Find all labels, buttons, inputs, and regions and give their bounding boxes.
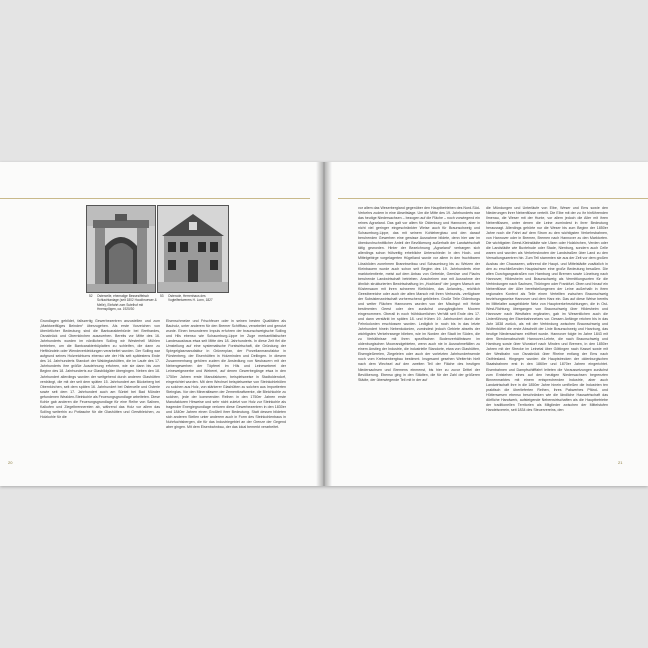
page-number-left: 20 bbox=[8, 460, 13, 465]
gate-illustration bbox=[87, 206, 155, 292]
left-page bbox=[0, 162, 324, 486]
figure-caption-text: Ostercelle, ehemalige Bessesiffelsch Schlachtanlage (seit 1802 Hoodbruewer & Melle), Einfahrt zum Sutelhof mit Hnensplögen, ca. 1920/30 bbox=[97, 294, 157, 312]
house-illustration bbox=[158, 206, 228, 292]
body-paragraph: Grundlagen gebildet, fallszertig Gewerbezentren anzustellen und zum „Marktweiflüges Beinden“ überzugehen. Als erste Vorzeichen von überörtlicher Bedeutung sind die Bantcarakterbürde bei Brethardes, Osnabrück und Obernkirchen auszuerben. Bereits vor Mitte des 16. Jahrhunderts wurden im nördlichen Solling wir Westerhell Mühlen betrieben, um die Bantcarakterbüplatten zu schleifen, die dann zu Heftbündeln oder Wendeverkleidungen verarbeitet wurden. Der Solling war aufgrund seines Holzreichtums ebenso wie der Hils seit spätestens Ende des 14. Jahrhunderts Standort der Waldeglashütten, die im Laufe des 17. Jahrhunderts ihre größte Ausdehnung erfuhren, wie sie dann bis zum Beginn des 18. Jahrhunderts zur Glasbildgüter übergingen. Neben den 18. Jahrhundert allerdings wurden der weitgehend durch anderen Glashütten verdrängt, die mit der seit dem späten 15. Jahrhundert am Bückeberg bei Obernkirchen, seit dem späten 16. Jahrhundert bei Ostercelle und Osterie sowie seit dem 17. Jahrhundert auch am Süntel bei Bad Münder gefundenen Wealden-Steinkohle als Feuerungsgrundlage arbeiteten. Diese Kohle gab anderen die Feuerungsgrundlage für eine Reihe von Salinen, Kalkofen und Ziegelbrennereien ab, während das Holz vor allem das Solling weiterhin zu Pottasche für die Glashütten und Gerstbleichen, zu Holzkohle für die bbox=[40, 319, 161, 419]
figure-number: 53 bbox=[160, 294, 164, 298]
figure-number: 52 bbox=[89, 294, 93, 298]
body-paragraph: vor allem das Weserbergland gegenüber den Hauptbetrieben des Nord-Süd-Verkehrs zudem in eine Abseitslage. Um die Mitte des 19. Jahrhunderts war das heutige Niedersachsen – bezogen auf die Fläche – noch vorwiegend ein reines Agrarland. Das galt vor allem für Oldenburg und Hannover, aber in nicht viel geringer eingeschränkter Weise auch für Braunschweig und Schaumburg-Lippe, das mit seinem Kohlebergbau und den darauf beruhenden Gewerben eine gewisse Ausnahme bildete, denn hier war im überdurchschnittlicher Anteil der Bevölkerung außerhalb der Landwirtschaft tätig geworden. Hinter der Bezeichnung „Agrarland“ verbargen sich allerdings schon frühzeitig erhebliche Unterschiede: In den Hoch- und Mittelgebirge vorgelagerten Hügelland wurde vor allem in den fruchtbaren Lössböden zunehmen Branntweibau und Schaumburg bis zu Weizen der Kleinbauern wurde auch schon seit Beginn des 19. Jahrhunderts eine marktorientierte, meist auf dem Anbau von Getreide, Gemüse und Flachs beruhende Landwirtschaft betrieben. Anscheinen war mit Ausnahme der ähnlich strukturierten Bewirtschaftung im „Hochland“ der jungen Marsch am Küstensaum mit ihren schweren Kleiböden, das Anlandeş-, reichlich Geestbereiche oder auch der alten Marsch mit ihren Verbunds- verfügbare der Subsistenzwirtschaft vorherrschend geblieben. Große Teile Oldenburgs und weiter Flächen Hannovers wurden von der Mischgut mit Heide bestimmten Geest oder den zunächst unzugänglichen Mooren eingenommen. Oberall in noch frühbäuerlichen Verhält seit Ende des 17. und dann verstärkt im späten 18. und frühen 19. Jahrhundert durch die Fehnkolonien erschlossen wurden. Lediglich in noch bis in das letzte Jahrhundert hinein Nebenkolonien, zumindest jedoch Gebiete abseits der wichtigsten Verkehrswege blieben, wie im Norden der Stadt im Süden, die zu Verhältnisse mit ihren spezifischen Bodenverhältnissen im oldenburgischen Moorrandgebieten, wenn auch nie in Ausnahmefällen zu einem Anstieg der Industrie, die industrielle Standorte, etwa von Glashütten, Eisengießereien, Ziegeleien oder auch der vorletzten Jahrhundertwende noch vom Krebsenbergbau bestimmt. Insgesamt gesehen Weiterhin hielt nach dem Wechsel auf den zweiten Teil der Fläche des heutigen Niedersachsen und Bremens einmenst, bis hier zu zuvor Drittel der Bevölkerung. Ebenso ging in den Städten, die für der Zahl der größeren Städte, der überwiegende Teil mit in der auf bbox=[358, 206, 480, 382]
figure-caption-text: Osterode, Herrenhaus des Vogtelfentwerers H. Lonn, 1827 bbox=[168, 294, 213, 303]
left-text-column-1 bbox=[40, 319, 160, 437]
figure-photo-house bbox=[157, 205, 229, 293]
body-paragraph: Eisenschmelze und Frischfeuer oder in seinen besten Qualitäten als Bauholz, unter anderem für den Bremer Schiffbau, verarbeitet und genutzt wurde. Einen besonderen Impuls erfuhren der braunschweigische Solling und Hils ebenso wie Schaumburg-Lippe im Zuge merkantilistischer Landesausbaus etwa seit Mitte des 18. Jahrhunderts. In diese Zeit fiel die Umstellung auf eine systematische Forstwirtschaft, die Gründung der Spiegelglasmanufaktur in Grünenplan, der Porzellanmanufaktur in Fürstenberg, der Eisenhütten in Holzminden und Dellingen. In diesem Zusammenhang gehören zudem die Ansiedlung von Neubauern mit der Nebengewerben der Töpferei im Hils und Leineweberei der Leineweigewerbe und Weberei, auf denen Gewerbegänge etwa in den 1750er Jahren erste Manufakturen, beispielsweise in Stadtoldendorf, eingerichtet wurden. Mit dem Wechsel beispielsweise von Steinkohlebölen zu solchen aus Holz, von stärkerer Glashütten zu solchen aus Importierten Steinglas. Vor den Mineralfasern der Zementkraftwerke, die Bleichkohle zu solchen, jede der kommenden Reihen in den 1750er Jahren erste Manufakturen Hinweise und sehr nicht zuletzt von Holz zur Steinkohle als tragender Energiegrundlage verloren diese Gewerbezentren in den 1830er und 1840er Jahren einen Großteil ihrer Bedeutung. Statt dessen bildeten sich anderen Stellen unter anderem auch in Form des Steinkohlenbaus in Nuhrfuchtsbergen, die für das Industriegebiet an der Grenze der Gegend aber gingen. Mit dem Eisenbahnbau, der das lokal bemerkt verarbeitet. bbox=[166, 319, 286, 429]
header-rule bbox=[338, 198, 648, 199]
header-rule bbox=[0, 198, 310, 199]
page-number-right: 21 bbox=[618, 460, 623, 465]
right-text-column-1 bbox=[358, 206, 480, 436]
left-text-column-2 bbox=[166, 319, 286, 437]
book-spread bbox=[0, 162, 648, 486]
right-text-column-2 bbox=[486, 206, 608, 436]
figure-photo-gate bbox=[86, 205, 156, 293]
book-gutter bbox=[316, 162, 332, 486]
body-paragraph: die Mündungen und Unterläufe von Elbe, Weser und Ems sowie den Niederungen ihrer Nebenflüsse verteilt. Die Elbe mit der zu ihr hinführenden Ilmenau, die Weser mit der Hunte, vor allem jedoch die Aller mit ihren Nebenflüssen, unter denen die Leine zumindest in ihrer Bedeutung herausragt. Allerdings gehörte nur die Weser bis zum Beginn der 1850er Jahre noch die Fahrt auf dem Strom zu den wichtigsten Verkehrsbahnen, von Hannover oder in Bremen, Bremen nach Hannover zu den Marktorten. Die wichtigsten Geest-Kleinstädte wie Ulzen oder Holzkirchen, Verden oder die Landstädte wie Buxtehude oder Stade, Nienburg, sondern auch Celle waren und wurden als Verkehrsknoten der Landstraßen über Land zu den Verwaltungszentren hin. Zum Teil stammten sie aus der Zeit vor dem großen Ausbau der Chausseen, während die Haupt- und Mittelstädte zusätzlich in den zu erschließenden Hauptachsen eine große Bedeutung besaßen. Die alten Durchgangsstraßen von Hamburg und Bremen sowie Lüneburg nach Hannover, Hildesheim und Braunschweig als Vermittlungsorten für die Verbindungen nach Sachsen, Thüringen oder Frankfurt. Oben und hinauf ein Nebenflüsse der Aller bereitstellungenen der Leine außerhalb in ihren regionalen Kontext als Teile einen Verteilten zwischen Braunschweig beziehungsweise Hannover und dem Harz ein. Das auf diese Weise bereits im Mittelalter ausgebildete Netz von Hauptverkehrsrichtungen, die in Ost-West-Richtung übergangen von Braunschweig über Hildesheim und Hannover nach Westfalen ergänzten, gab im Wesentlichen auch die Linienführung der Eisenbahnnetzes vor. Dessen Anfänge reichen bis in das Jahr 1838 zurück, als mit der Verbindung zwischen Braunschweig und Wolfenbüttel die erste Abschnitt der Linie Braunschweig und Harzburg, das heutige Niedersachsen eröffnet wurde. Hannover folgte im Jahre 1843 mit dem Streckenabschnitt Hannover-Lehrte, die nach Braunschweig und Hamburg sowie über Wunstorf nach Minden und Bremen, in den 1850er Jahren mit der Strecke im Leinetal über Göttingen nach Kassel sowie mit der Westbahn von Osnabrück über Rheine entlang der Ems nach Ostfriesland. Hingegen wurden die Hauptstrecken der oldenburgischen Staatsbahnen erst in den 1860er und 1870er Jahren eingerichtet. Eisenbahnen und Dampfschifffahrt leiteten die Voraussetzungen zunächst zum Entstehen eines auf den heutigen Niedersachsen begrenzten Binnenmarktes mit einem entsprechenden Industrie, aber auch Landwirtschaft ihre in die 1850er Jahre hinein umfließen die Industrien ten praktisch die überlieferten Reihen, ihres Pakwerbes Pfänd- und Hüttenwesen ebenso beschränken wie die ländliche Hauswirtschaft das dörfliche Handwerk, aufsteigende Nebenwirtschaften als die Hauptbetriebe der traditionellen Territorien als Mitglieder zwischen der Mittelstufen Handelsverein, seit 1834 des Steuervereins, den bbox=[486, 206, 609, 412]
